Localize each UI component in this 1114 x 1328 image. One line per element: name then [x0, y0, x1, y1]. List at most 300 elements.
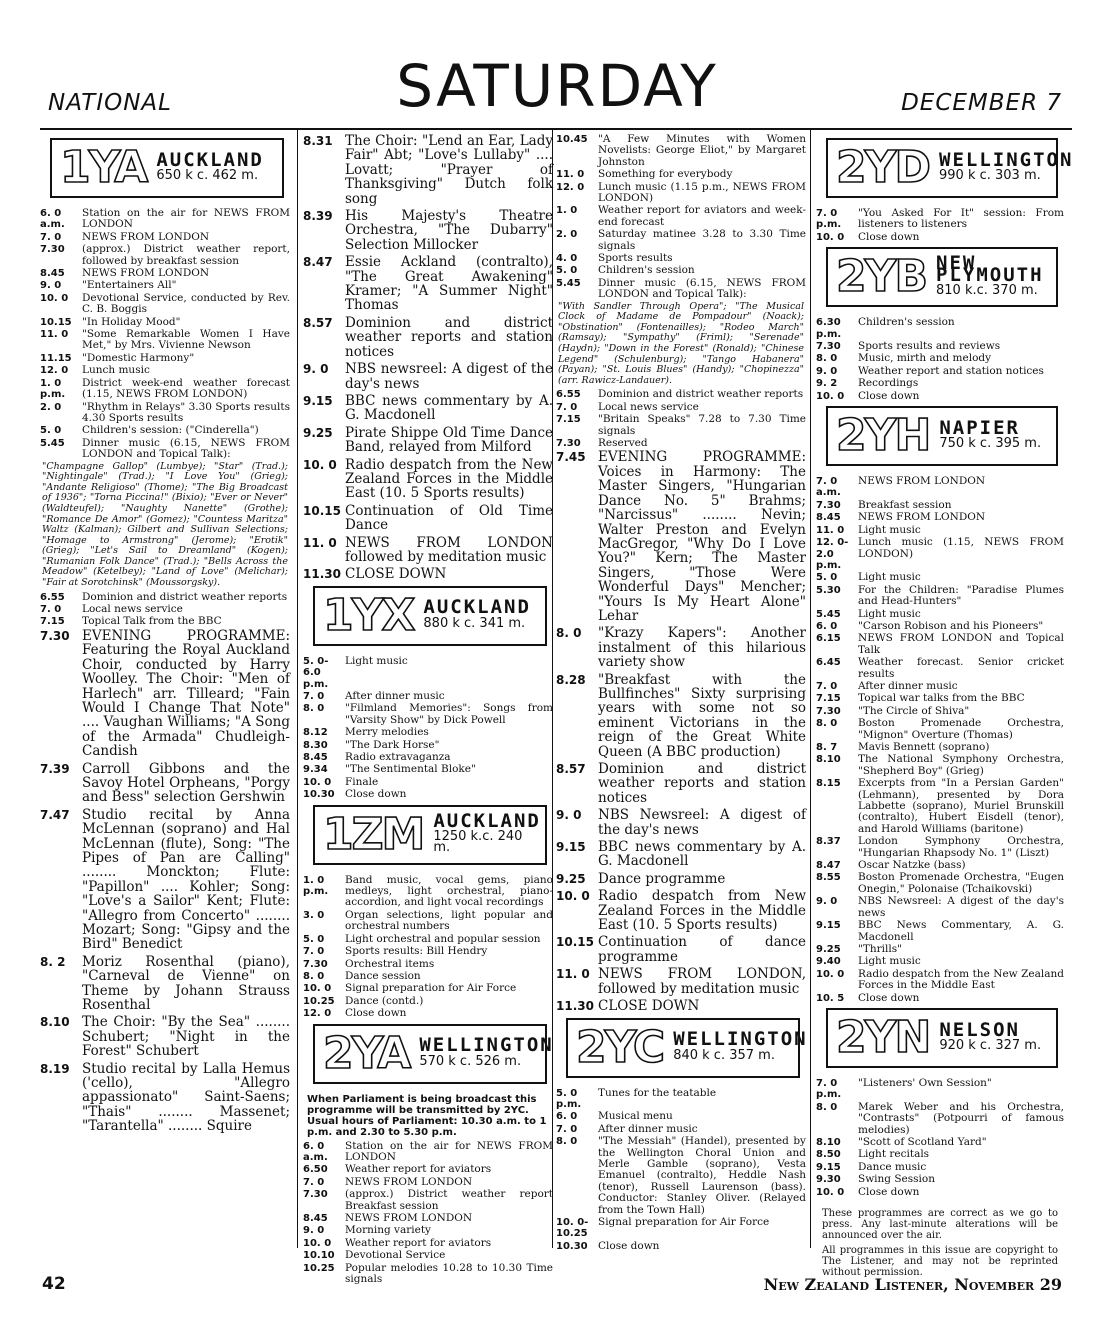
programme-item [816, 1137, 1064, 1148]
programme-time: 10. 0 [556, 889, 590, 904]
programme-description: Saturday matinee 3.28 to 3.30 Time signals [598, 228, 806, 252]
programme-description: Lunch music (1.15, NEWS FROM LONDON) [858, 536, 1064, 560]
station-frequency: 840 k c. 357 m. [673, 1047, 775, 1063]
programme-item [40, 329, 290, 352]
station-name: AUCKLAND [423, 596, 531, 619]
programme-time: 9.15 [303, 393, 333, 408]
programme-description: London Symphony Orchestra, "Hungarian Rhapsody No. 1" (Liszt) [858, 835, 1064, 859]
programme-time: 11.30 [303, 567, 341, 582]
programme-time: 8.19 [40, 1061, 70, 1076]
programme-description: Marek Weber and his Orchestra, "Contrasts" (Potpourri of famous melodies) [858, 1100, 1064, 1136]
station-logo: 2YD [836, 142, 929, 193]
station-box [313, 805, 547, 865]
station-logo: 2YC [576, 1021, 664, 1073]
programme-time: 9. 0 [40, 280, 62, 292]
programme-time: 7. 0 p.m. [816, 208, 842, 231]
programme-description: Dominion and district weather reports and station notices [598, 761, 806, 806]
programme-time: 6.50 [303, 1164, 328, 1176]
programme-description: Dance music [858, 1160, 927, 1173]
programme-time: 7. 0 [40, 604, 62, 616]
programme-item [816, 657, 1064, 680]
programme-item [303, 1213, 553, 1224]
programme-item [816, 836, 1064, 859]
programme-time: 12. 0 [556, 181, 585, 193]
station-name: WELLINGTON [419, 1034, 554, 1057]
programme-time: 7. 0 [556, 401, 578, 413]
programme-description: After dinner music [598, 1122, 698, 1135]
programme-item [40, 425, 290, 436]
programme-item [556, 1217, 806, 1240]
station-frequency: 920 k c. 327 m. [939, 1037, 1042, 1053]
programme-description: NBS Newsreel: A digest of the day's news [598, 807, 806, 838]
programme-time: 5. 0 [40, 425, 62, 437]
programme-item [40, 244, 290, 267]
programme-time: 12. 0 [303, 1008, 332, 1020]
programme-item [816, 366, 1064, 377]
programme-time: 12. 0 [40, 365, 69, 377]
programme-item [816, 693, 1064, 704]
programme-item [816, 944, 1064, 955]
programme-time: 5.45 [816, 608, 841, 620]
programme-time: 9. 0 [816, 896, 838, 908]
programme-item [303, 789, 553, 800]
programme-description: Dinner music (6.15, NEWS FROM LONDON and Topical Talk): [82, 436, 290, 461]
programme-item [816, 1174, 1064, 1185]
station-logo: 2YN [836, 1011, 930, 1063]
programme-time: 6.45 [816, 657, 841, 669]
programme-time: 10. 0 [816, 390, 845, 402]
programme-item [556, 1111, 806, 1122]
programme-time: 9. 2 [816, 378, 838, 390]
programme-description: Dinner music (6.15, NEWS FROM LONDON and Topical Talk): [598, 276, 806, 301]
programme-time: 10. 0 [816, 231, 845, 243]
programme-item [816, 681, 1064, 692]
programme-item [816, 1187, 1064, 1198]
programme-time: 5.45 [40, 437, 65, 449]
programme-description: BBC news commentary by A. G. Macdonell [345, 392, 553, 424]
programme-description: "Krazy Kapers": Another instalment of this hilarious variety show [598, 625, 806, 671]
programme-time: 9. 0 [556, 808, 582, 823]
programme-description: After dinner music [345, 690, 445, 702]
programme-description: EVENING PROGRAMME: Voices in Harmony: The Master Singers, "Hungarian Dance No. 5" Brahms; "Narcissus" ........ Nevin; Walter Preston and Evelyn MacGregor, "Why Do I Love You?" Kern; The Master Singers, "Those Were Wonderful Days" Mencher; "Yours Is My Heart Alone" Lehar [598, 449, 806, 624]
programme-time: 5. 0-6.0 p.m. [303, 655, 329, 690]
programme-description: "Rhythm in Relays" 3.30 Sports results 4.30 Sports results [82, 400, 290, 424]
programme-time: 10. 0 [303, 1237, 332, 1249]
programme-description: Orchestral items [345, 957, 435, 970]
programme-time: 10. 0 [303, 776, 332, 788]
programme-item [816, 956, 1064, 967]
programme-description: Close down [858, 230, 920, 243]
programme-description: "The Dark Horse" [345, 738, 440, 751]
programme-description: Something for everybody [598, 168, 733, 181]
programme-item [303, 959, 553, 970]
programme-time: 7.30 [816, 705, 841, 717]
programme-item [303, 875, 553, 909]
programme-time: 10.25 [303, 995, 335, 1007]
programme-description: Boston Promenade Orchestra, "Eugen Onegin," Polonaise (Tchaikovski) [858, 871, 1064, 895]
station-box [313, 586, 547, 646]
programme-time: 10.30 [303, 789, 335, 801]
programme-item [40, 353, 290, 364]
programme-description: Light music [858, 571, 921, 584]
programme-item [816, 232, 1064, 243]
programme-description: Station on the air for NEWS FROM LONDON [345, 1139, 553, 1163]
programme-item [556, 967, 806, 996]
programme-description: "The Sentimental Bloke" [345, 763, 476, 776]
programme-time: 6. 0 a.m. [303, 1140, 328, 1163]
programme-time: 8.50 [816, 1149, 841, 1161]
programme-description: EVENING PROGRAMME: Featuring the Royal Auckland Choir, conducted by Harry Woolley. The Choir: "Men of Harlech" arr. Tilleard; "Fain Would I Change That Note" .... Vaughan Williams; "A Song of the Armada" Chudleigh-Candish [82, 627, 290, 760]
programme-item [303, 1263, 553, 1286]
programme-item [303, 1008, 553, 1019]
programme-description: Local news service [82, 603, 183, 616]
programme-item [816, 1078, 1064, 1101]
station-box [826, 1008, 1058, 1068]
programme-description: "Some Remarkable Women I Have Met," by Mrs. Vivienne Newson [82, 328, 290, 352]
programme-item [556, 182, 806, 205]
programme-time: 4. 0 [556, 253, 578, 265]
programme-item [40, 616, 290, 627]
programme-description: Dominion and district weather reports and station notices [345, 314, 553, 360]
programme-time: 11. 0 [303, 535, 337, 550]
programme-item [40, 208, 290, 231]
programme-item [303, 426, 553, 455]
programme-description: Weather report for aviators [345, 1236, 492, 1249]
programme-item [816, 317, 1064, 340]
programme-description: The Choir: "Lend an Ear, Lady Fair" Abt; "Love's Lullaby" .... Lovatt; "Prayer of Thanksgiving" Dutch folk song [345, 133, 553, 207]
programme-item [556, 389, 806, 400]
music-list: "With Sandler Through Opera"; "The Musical Clock of Madame de Pompadour" (Noack); "Obstination" (Fontenailles); "Rodeo March" (Ramsay); "Sympathy" (Friml); "Serenade" (Haydn); "Down in the Forest" (Ronald); "Chinese Legend" (Schulenburg); "Tango Habanera" (Payan); "St. Louis Blues" (Handy); "Chopinezza" (arr. Rawicz-Landauer). [558, 300, 804, 386]
programme-description: CLOSE DOWN [345, 566, 447, 583]
page-title: SATURDAY [396, 52, 718, 120]
programme-item [556, 762, 806, 805]
programme-time: 7. 0 a.m. [816, 476, 841, 499]
programme-time: 1. 0 p.m. [40, 377, 66, 401]
programme-item [816, 754, 1064, 777]
header-left: NATIONAL [48, 90, 172, 116]
programme-time: 2. 0 [40, 401, 62, 413]
column-2 [303, 133, 554, 1285]
station-name: NAPIER [939, 416, 1020, 439]
programme-description: Organ selections, light popular and orchestral numbers [345, 908, 553, 933]
station-frequency: 810 k.c. 370 m. [936, 282, 1038, 298]
programme-description: The National Symphony Orchestra, "Shepherd Boy" (Grieg) [858, 753, 1064, 777]
programme-time: 7.39 [40, 761, 70, 776]
programme-item [556, 626, 806, 669]
programme-item [303, 504, 553, 533]
programme-description: Dominion and district weather reports [598, 388, 804, 401]
programme-item [556, 414, 806, 437]
programme-time: 7.47 [40, 807, 70, 822]
programme-description: "The Circle of Shiva" [858, 704, 970, 717]
programme-item [40, 762, 290, 805]
programme-description: "Britain Speaks" 7.28 to 7.30 Time signals [598, 413, 806, 437]
programme-item [303, 1177, 553, 1188]
programme-time: 7.30 [816, 499, 841, 511]
programme-time: 10.30 [556, 1240, 588, 1252]
programme-item [816, 993, 1064, 1004]
programme-time: 8.39 [303, 209, 333, 224]
programme-description: Light music [858, 955, 921, 968]
station-logo: 2YB [836, 251, 927, 303]
programme-item [816, 476, 1064, 499]
programme-description: NEWS FROM LONDON followed by meditation music [345, 534, 553, 565]
programme-time: 9.30 [816, 1174, 841, 1186]
programme-description: Radio despatch from the New Zealand Forces in the Middle East (10. 5 Sports results) [345, 456, 553, 502]
programme-description: Tunes for the teatable [598, 1086, 717, 1099]
column-1 [40, 134, 290, 1248]
programme-description: Lunch music [82, 364, 150, 377]
programme-item [816, 353, 1064, 364]
programme-item [556, 450, 806, 623]
programme-item [303, 255, 553, 313]
programme-time: 8.31 [303, 134, 333, 148]
station-frequency: 570 k c. 526 m. [419, 1053, 522, 1069]
programme-description: Weather forecast. Senior cricket results [858, 656, 1064, 680]
column-3 [556, 133, 808, 1252]
programme-description: Finale [345, 775, 379, 788]
programme-item [556, 673, 806, 759]
programme-description: Children's session [598, 264, 695, 277]
programme-description: Popular melodies 10.28 to 10.30 Time signals [345, 1261, 553, 1285]
programme-item [303, 536, 553, 565]
programme-time: 8.55 [816, 872, 841, 884]
programme-description: District week-end weather forecast (1.15, NEWS FROM LONDON) [82, 376, 290, 401]
programme-description: Reserved [598, 437, 648, 450]
programme-time: 8.45 [40, 268, 65, 280]
programme-time: 5.30 [816, 584, 841, 596]
programme-time: 7.15 [556, 414, 581, 426]
programme-item [303, 727, 553, 738]
station-box [826, 406, 1058, 466]
programme-description: Weather report and station notices [858, 364, 1044, 377]
programme-description: Dominion and district weather reports [82, 590, 288, 603]
programme-time: 8.37 [816, 836, 841, 848]
programme-description: Weather report for aviators [345, 1163, 492, 1176]
programme-description: "Listeners' Own Session" [858, 1076, 992, 1089]
programme-description: "Breakfast with the Bullfinches" Sixty surprising years with some not so eminent Victorians in the reign of the Great White Queen (A BBC production) [598, 671, 806, 760]
programme-time: 7.30 [40, 628, 70, 643]
station-name: NEW PLYMOUTH [936, 252, 1044, 286]
programme-description: (approx.) District weather report Breakfast session [345, 1188, 553, 1212]
programme-item [303, 703, 553, 726]
programme-time: 5. 0 [556, 265, 578, 277]
programme-item [816, 512, 1064, 523]
programme-item [816, 585, 1064, 608]
programme-item [303, 910, 553, 933]
station-frequency: 990 k c. 303 m. [939, 168, 1041, 183]
programme-item [40, 592, 290, 603]
programme-item [40, 629, 290, 759]
programme-time: 7. 0 [303, 691, 325, 702]
programme-item [556, 134, 806, 168]
programme-time: 9.15 [556, 840, 586, 855]
programme-description: Breakfast session [858, 498, 952, 511]
programme-time: 6.30 p.m. [816, 317, 842, 340]
programme-item [816, 1149, 1064, 1160]
station-box [566, 1018, 808, 1078]
programme-description: "Entertainers All" [82, 279, 177, 292]
programme-item [816, 778, 1064, 835]
programme-item [556, 402, 806, 413]
column-4 [816, 134, 1074, 1278]
programme-description: After dinner music [858, 679, 958, 692]
station-logo: 1YA [60, 142, 147, 193]
programme-description: NEWS FROM LONDON and Topical Talk [858, 632, 1064, 656]
programme-time: 8.30 [303, 739, 328, 751]
programme-item [556, 253, 806, 264]
programme-item [40, 280, 290, 291]
programme-time: 8. 0 [303, 970, 325, 982]
programme-time: 10. 5 [816, 992, 845, 1004]
programme-time: 6. 0 a.m. [40, 208, 65, 231]
parliament-note: When Parliament is being broadcast this programme will be transmitted by 2YC. Usual hours of Parliament: 10.30 a.m. to 1 p.m. and 2.30 to 5.30 p.m. [307, 1093, 547, 1138]
programme-time: 10. 0 [303, 983, 332, 995]
programme-item [303, 394, 553, 423]
programme-time: 9. 0 [303, 362, 329, 377]
programme-item [816, 609, 1064, 620]
programme-time: 8.57 [556, 762, 586, 776]
station-name: AUCKLAND [156, 148, 264, 171]
station-box [826, 138, 1074, 198]
programme-description: Station on the air for NEWS FROM LONDON [82, 207, 290, 231]
station-name: WELLINGTON [673, 1028, 808, 1051]
music-list: "Champagne Gallop" (Lumbye); "Star" (Trad.); "Nightingale" (Trad.); "I Love You" (Grieg); "Andante Religioso" (Thome); "The Big Broadcast of 1936"; "Torna Piccina!" (Bixio); "Ever or Never" (Waldteufel); "Naughty Nanette" (Grothe); "Romance De Amor" (Gomez); "Countess Maritza" Waltz (Kalman); Gilbert and Sullivan Selections; "Homage to Armstrong" (Jerome); "Erotik" (Grieg); "Let's Sail to Dreamland" (Kogen); "Rumanian Folk Dance" (Trad.); "Bells Across the Meadow" (Ketelbey); "Land of Love" (Melichar); "Fair at Sorotchinsk" (Moussorgsky). [42, 460, 288, 589]
station-logo: 1YX [323, 589, 414, 641]
programme-item [556, 278, 806, 301]
programme-item [816, 742, 1064, 753]
programme-description: "Carson Robison and his Pioneers" [858, 619, 1044, 632]
programme-description: NBS newsreel: A digest of the day's news [345, 361, 553, 392]
copyright-note: All programmes in this issue are copyright to The Listener, and may not be reprinted without permission. [822, 1245, 1058, 1278]
programme-description: Light music [858, 607, 921, 620]
programme-description: Swing Session [858, 1173, 935, 1186]
programme-time: 7. 0 [816, 680, 838, 692]
programme-item [40, 955, 290, 1013]
programme-time: 6. 0 [556, 1111, 578, 1123]
programme-item [303, 316, 553, 359]
station-box [50, 138, 284, 198]
press-note: These programmes are correct as we go to press. Any last-minute alterations will be announced over the air. [822, 1208, 1058, 1241]
programme-description: Light music [345, 654, 408, 667]
programme-time: 6.15 [816, 633, 841, 645]
programme-time: 9. 0 [303, 1225, 325, 1237]
programme-item [556, 935, 806, 964]
programme-item [816, 621, 1064, 632]
programme-description: NEWS FROM LONDON [858, 511, 986, 524]
programme-item [556, 229, 806, 252]
programme-time: 7.45 [556, 450, 586, 465]
programme-time: 8.10 [816, 1136, 841, 1148]
programme-time: 10.45 [556, 134, 588, 145]
header-rule [40, 128, 1072, 130]
programme-description: Children's session [858, 316, 955, 329]
programme-description: Music, mirth and melody [858, 352, 992, 365]
programme-time: 11. 0 [816, 524, 845, 536]
programme-time: 3. 0 [303, 909, 325, 921]
programme-item [556, 889, 806, 932]
programme-description: "The Messiah" (Handel), presented by the Wellington Choral Union and Merle Gamble (soprano), Vesta Emanuel (contralto), Heddle Nash (tenor), Russell Laurenson (bass). Conductor: Stanley Oliver. (Relayed from the Town Hall) [598, 1135, 806, 1216]
programme-item [556, 840, 806, 869]
programme-description: NBS Newsreel: A digest of the day's news [858, 895, 1064, 919]
programme-item [816, 969, 1064, 992]
programme-time: 5. 0 [816, 572, 838, 584]
programme-description: Light orchestral and popular session [345, 932, 541, 945]
programme-item [303, 362, 553, 391]
programme-time: 9.15 [816, 920, 841, 932]
programme-time: 8.10 [40, 1015, 70, 1030]
programme-item [556, 872, 806, 886]
programme-item [40, 1062, 290, 1134]
station-frequency: 880 k c. 341 m. [423, 615, 526, 631]
programme-description: Studio recital by Lalla Hemus ('cello), "Allegro appassionato" Saint-Saens; "Thais" ........ Massenet; "Tarantella" ........ Squire [82, 1060, 290, 1135]
programme-description: NEWS FROM LONDON [82, 230, 210, 243]
programme-time: 8.45 [303, 1212, 328, 1224]
programme-description: Excerpts from "In a Persian Garden" (Lehmann), presented by Dora Labbette (soprano), Muriel Brunskill (contralto), Hubert Eisdell (tenor), and Harold Williams (baritone) [858, 777, 1064, 835]
programme-item [303, 656, 553, 690]
programme-time: 9.34 [303, 764, 328, 776]
programme-time: 7. 0 [40, 231, 62, 243]
programme-item [40, 317, 290, 328]
programme-item [303, 1250, 553, 1261]
programme-time: 8. 0 [816, 353, 838, 365]
programme-description: Continuation of Old Time Dance [345, 502, 553, 534]
programme-time: 9.40 [816, 956, 841, 968]
programme-description: Radio despatch from the New Zealand Forces in the Middle East [858, 967, 1064, 992]
programme-time: 10. 0-10.25 [556, 1216, 589, 1240]
programme-item [303, 567, 553, 581]
programme-time: 10.15 [556, 935, 594, 950]
programme-time: 8.57 [303, 315, 333, 330]
programme-item [40, 1015, 290, 1058]
programme-time: 11.15 [40, 352, 72, 364]
programme-time: 7.15 [40, 616, 65, 628]
programme-time: 1. 0 [556, 205, 578, 217]
programme-time: 8.45 [303, 752, 328, 764]
programme-description: Close down [345, 788, 407, 801]
programme-time: 7.30 [303, 1189, 328, 1201]
programme-description: Sports results [598, 252, 673, 265]
programme-description: The Choir: "By the Sea" ........ Schubert; "Night in the Forest" Schubert [82, 1014, 290, 1060]
programme-description: For the Children: "Paradise Plumes and Head-Hunters" [858, 583, 1064, 608]
programme-time: 7. 0 [556, 1123, 578, 1135]
station-box [826, 247, 1058, 307]
programme-time: 10. 0 [816, 1186, 845, 1198]
programme-description: Recordings [858, 377, 919, 390]
programme-description: NEWS FROM LONDON [345, 1211, 473, 1224]
programme-item [816, 1162, 1064, 1173]
programme-item [816, 572, 1064, 583]
programme-description: Studio recital by Anna McLennan (soprano) and Hal McLennan (flute), Song: "The Pipes of Pan are Calling" ........ Monckton; Flute: "Papillon" .... Kohler; Song: "Love's a Sailor" Kent; Flute: "Allegro from Concerto" ........ Mozart; Song: "Gipsy and the Bird" Benedict [82, 806, 290, 953]
header-date: DECEMBER 7 [901, 90, 1062, 116]
programme-item [556, 169, 806, 180]
programme-description: Pirate Shippe Old Time Dance Band, relayed from Milford [345, 424, 553, 456]
programme-description: Topical war talks from the BBC [858, 692, 1025, 705]
programme-description: "Filmland Memories": Songs from "Varsity Show" by Dick Powell [345, 702, 553, 726]
programme-description: "You Asked For It" session: From listeners to listeners [858, 207, 1064, 231]
programme-description: "Domestic Harmony" [82, 351, 195, 364]
programme-description: NEWS FROM LONDON [345, 1175, 473, 1188]
page-number: 42 [42, 1274, 66, 1294]
programme-description: Moriz Rosenthal (piano), "Carneval de Vienne" on Theme by Johann Strauss Rosenthal [82, 953, 290, 1014]
programme-description: BBC news commentary by A. G. Macdonell [598, 839, 806, 870]
programme-item [40, 438, 290, 461]
programme-item [303, 777, 553, 788]
programme-item [303, 1164, 553, 1175]
programme-item [303, 134, 553, 206]
programme-item [303, 458, 553, 501]
programme-time: 7.30 [303, 958, 328, 970]
